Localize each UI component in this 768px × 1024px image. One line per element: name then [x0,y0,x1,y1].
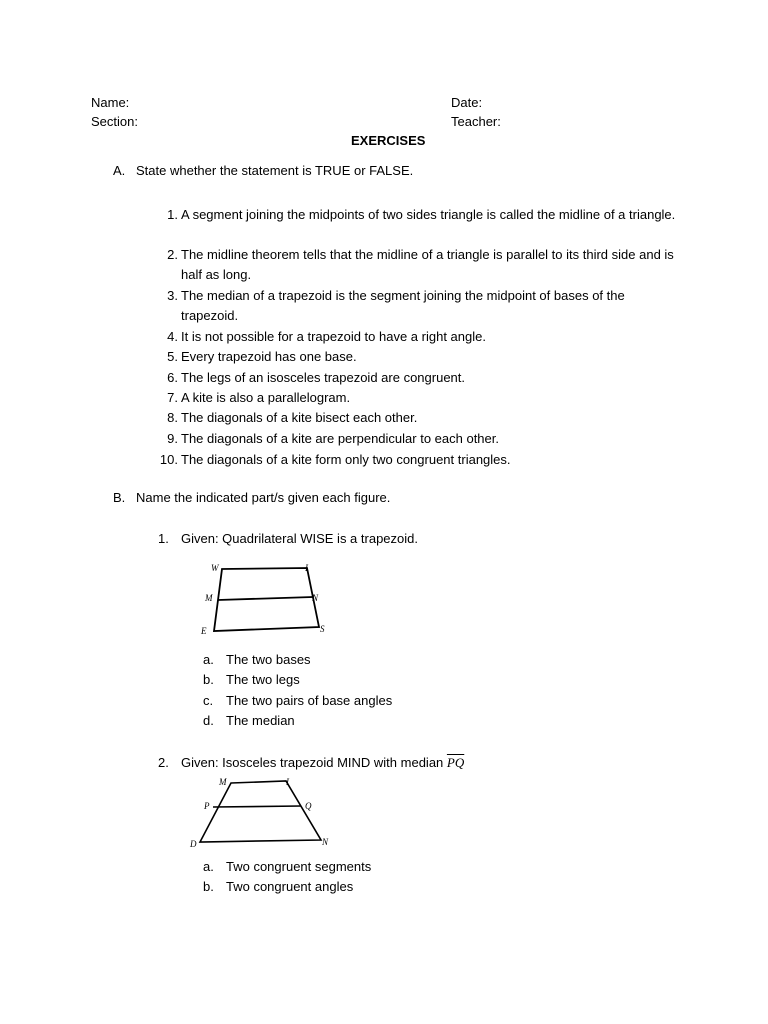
list-item-number: 9. [167,431,178,446]
sub-item [203,857,371,877]
sub-item-letter: d. [203,712,214,728]
list-item-text: The midline theorem tells that the midline of a triangle is parallel to its third side and is half as long. [181,247,674,282]
list-item-text: Every trapezoid has one base. [181,349,357,364]
name-label: Name: [91,95,130,110]
label-i: I [305,563,308,573]
median-pq-name: $\overline{PQ}$ [446,755,465,770]
sub-item [203,711,295,731]
list-item [158,368,678,388]
sub-item-letter: b. [203,672,214,688]
list-item-text: The diagonals of a kite are perpendicular to each other. [181,431,499,446]
list-item [158,450,678,470]
part-a-letter: A. [113,163,126,178]
q2-number: 2. [158,755,169,770]
trapezoid-wise-median [218,597,313,600]
sub-item-text: Two congruent segments [226,859,372,874]
q1-number: 1. [158,531,169,546]
list-item-text: It is not possible for a trapezoid to have a right angle. [181,329,486,344]
list-item-number: 10. [159,452,178,467]
label-w: W [211,563,219,573]
sub-item [203,691,392,711]
list-item-number: 1. [167,207,178,222]
list-item-text: The median of a trapezoid is the segment joining the midpoint of bases of the trapezoid. [181,288,625,323]
trapezoid-wise-figure [195,560,335,640]
label-p: P [204,801,210,811]
list-item-text: The diagonals of a kite bisect each other. [181,410,418,425]
sub-item-text: The two pairs of base angles [226,692,393,708]
q1-given: Given: Quadrilateral WISE is a trapezoid. [181,531,418,546]
label-n2: N [322,837,329,847]
label-q: Q [305,801,312,811]
sub-item [203,670,300,690]
q2-given [181,755,464,771]
list-item [158,245,678,285]
list-item-number: 2. [167,247,178,262]
list-item-number: 4. [167,329,178,344]
sub-item [203,650,311,670]
label-s: S [320,624,325,634]
label-m2: M [219,777,227,787]
label-m: M [205,593,213,603]
trapezoid-mind-outline [200,781,321,842]
label-e: E [201,626,207,636]
sub-item [203,877,353,897]
sub-item-letter: b. [203,879,214,894]
section-label: Section: [91,114,138,129]
label-i2: I [286,777,289,787]
list-item-number: 6. [167,370,178,385]
sub-item-text: The median [226,712,295,728]
sub-item-letter: c. [203,692,214,708]
trapezoid-mind-median [213,806,301,807]
list-item [158,286,678,326]
part-b-letter: B. [113,490,126,505]
trapezoid-mind-figure [188,775,338,850]
sub-item-letter: a. [203,859,214,874]
label-n: N [312,593,319,603]
list-item-number: 8. [167,410,178,425]
sub-item-text: The two bases [226,652,311,667]
part-b-instruction: Name the indicated part/s given each figure. [136,490,391,505]
label-d: D [190,839,197,849]
list-item [158,327,678,347]
q2-given-text: Given: Isosceles trapezoid MIND with median [181,755,444,770]
date-label: Date: [451,95,483,110]
page-title: EXERCISES [351,133,426,148]
list-item-text: The legs of an isosceles trapezoid are congruent. [181,370,466,385]
list-item [158,388,678,408]
sub-item-text: Two congruent angles [226,879,354,894]
list-item [158,429,678,449]
teacher-label: Teacher: [451,114,501,129]
list-item-text: The diagonals of a kite form only two congruent triangles. [181,452,511,467]
list-item-number: 7. [167,390,178,405]
list-item [158,408,678,428]
list-item-text: A segment joining the midpoints of two sides triangle is called the midline of a triangle. [181,207,676,222]
part-a-instruction: State whether the statement is TRUE or FALSE. [136,163,414,178]
sub-item-text: The two legs [226,672,300,688]
list-item [158,205,678,225]
list-item [158,347,678,367]
list-item-number: 3. [167,288,178,303]
sub-item-letter: a. [203,652,214,667]
list-item-text: A kite is also a parallelogram. [181,390,351,405]
list-item-number: 5. [167,349,178,364]
